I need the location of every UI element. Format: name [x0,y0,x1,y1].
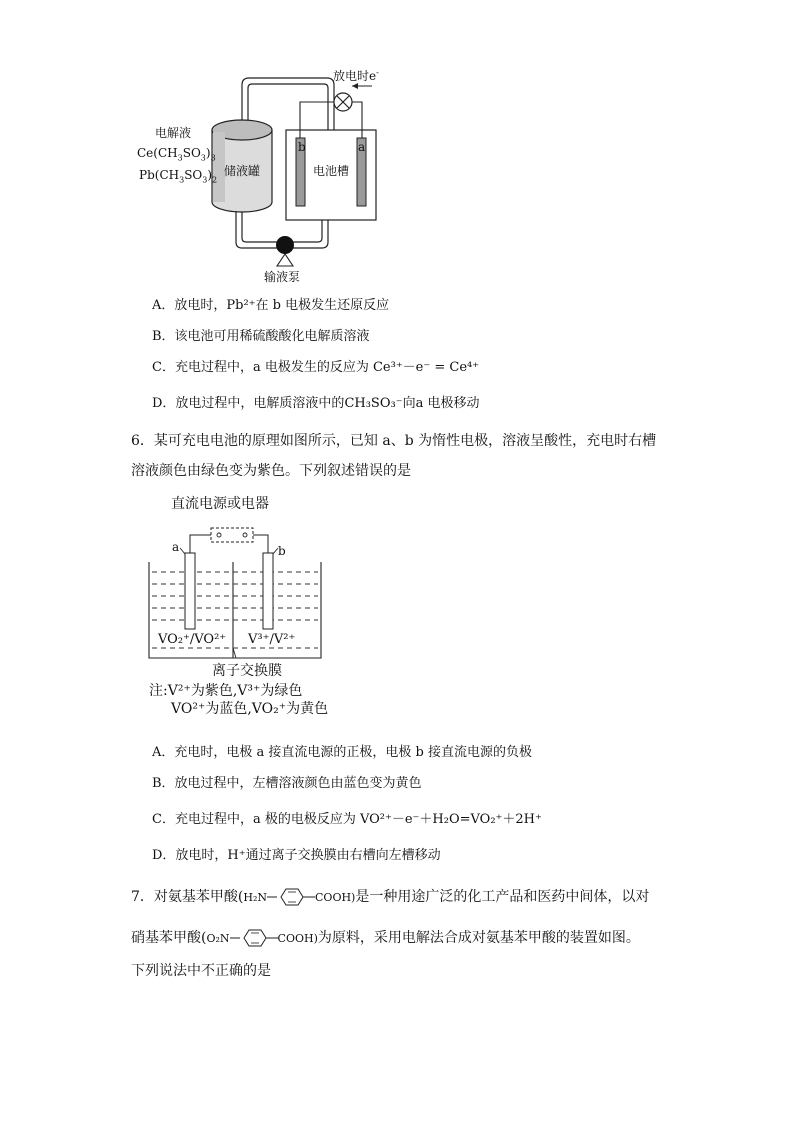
pump-icon [276,236,294,254]
wire-a [190,535,211,553]
tank-label: 储液罐 [224,164,261,178]
note-line1: 注:V²⁺为紫色,V³⁺为绿色 [149,683,303,699]
electrode-b [263,553,273,629]
discharge-electron-label: 放电时e- [333,68,379,83]
electrolyte-label: 电解液 [155,126,192,140]
cell-label: 电池槽 [313,164,350,178]
electrode-b-label: b [298,140,306,154]
q6-option-d: D．放电时，H⁺通过离子交换膜由右槽向左槽移动 [152,848,441,863]
wire-b [253,535,268,553]
lower-tube-inner-right [292,220,322,242]
q6-stem-line1: 6．某可充电电池的原理如图所示，已知 a、b 为惰性电极，溶液呈酸性，充电时右槽 [131,433,657,449]
q5-option-c: C．充电过程中，a 电极发生的反应为 Ce³⁺－e⁻ = Ce⁴⁺ [152,360,480,375]
q5-option-d: D．放电过程中，电解质溶液中的CH₃SO₃⁻向a 电极移动 [152,396,480,411]
q6-option-c: C．充电过程中，a 极的电极反应为 VO²⁺－e⁻＋H₂O=VO₂⁺＋2H⁺ [152,812,542,827]
lower-tube-inner-left [242,212,278,242]
electrode-a [185,553,195,629]
pump-label: 输液泵 [264,270,301,284]
q7-line2: 硝基苯甲酸(O₂N COOH)为原料，采用电解法合成对氨基苯甲酸的装置如图。 [131,930,640,946]
vanadium-cell-diagram [140,520,340,670]
benzene-ring-icon [267,887,315,907]
benzene-ring-icon [230,928,278,948]
q6-option-b: B．放电过程中，左槽溶液颜色由蓝色变为黄色 [152,776,422,791]
left-solution-label: VO₂⁺/VO²⁺ [158,632,227,647]
q5-option-b: B．该电池可用稀硫酸酸化电解质溶液 [152,329,370,344]
q7-line3: 下列说法中不正确的是 [131,963,271,979]
electrolyte-pb-formula: $Pb(CH_3SO_3)_2$ [139,168,218,185]
electrode-b-label: b [278,544,286,558]
electrode-a-label: a [358,140,366,154]
power-source-label: 直流电源或电器 [171,496,269,512]
q5-option-a: A．放电时，Pb²⁺在 b 电极发生还原反应 [152,298,390,313]
q6-option-a: A．充电时，电极 a 接直流电源的正极，电极 b 接直流电源的负极 [152,745,532,760]
lamp-icon [334,93,352,111]
electrode-a-label: a [172,540,180,554]
q7-line1: 7．对氨基苯甲酸(H₂N COOH)是一种用途广泛的化工产品和医药中间体，以对 [131,889,650,905]
note-line2: VO²⁺为蓝色,VO₂⁺为黄色 [171,701,329,717]
membrane-label: 离子交换膜 [212,663,282,679]
right-solution-label: V³⁺/V²⁺ [248,632,296,647]
q6-stem-line2: 溶液颜色由绿色变为紫色。下列叙述错误的是 [131,463,411,479]
electrolyte-ce-formula: $Ce(CH_3SO_3)_3$ [137,146,216,163]
